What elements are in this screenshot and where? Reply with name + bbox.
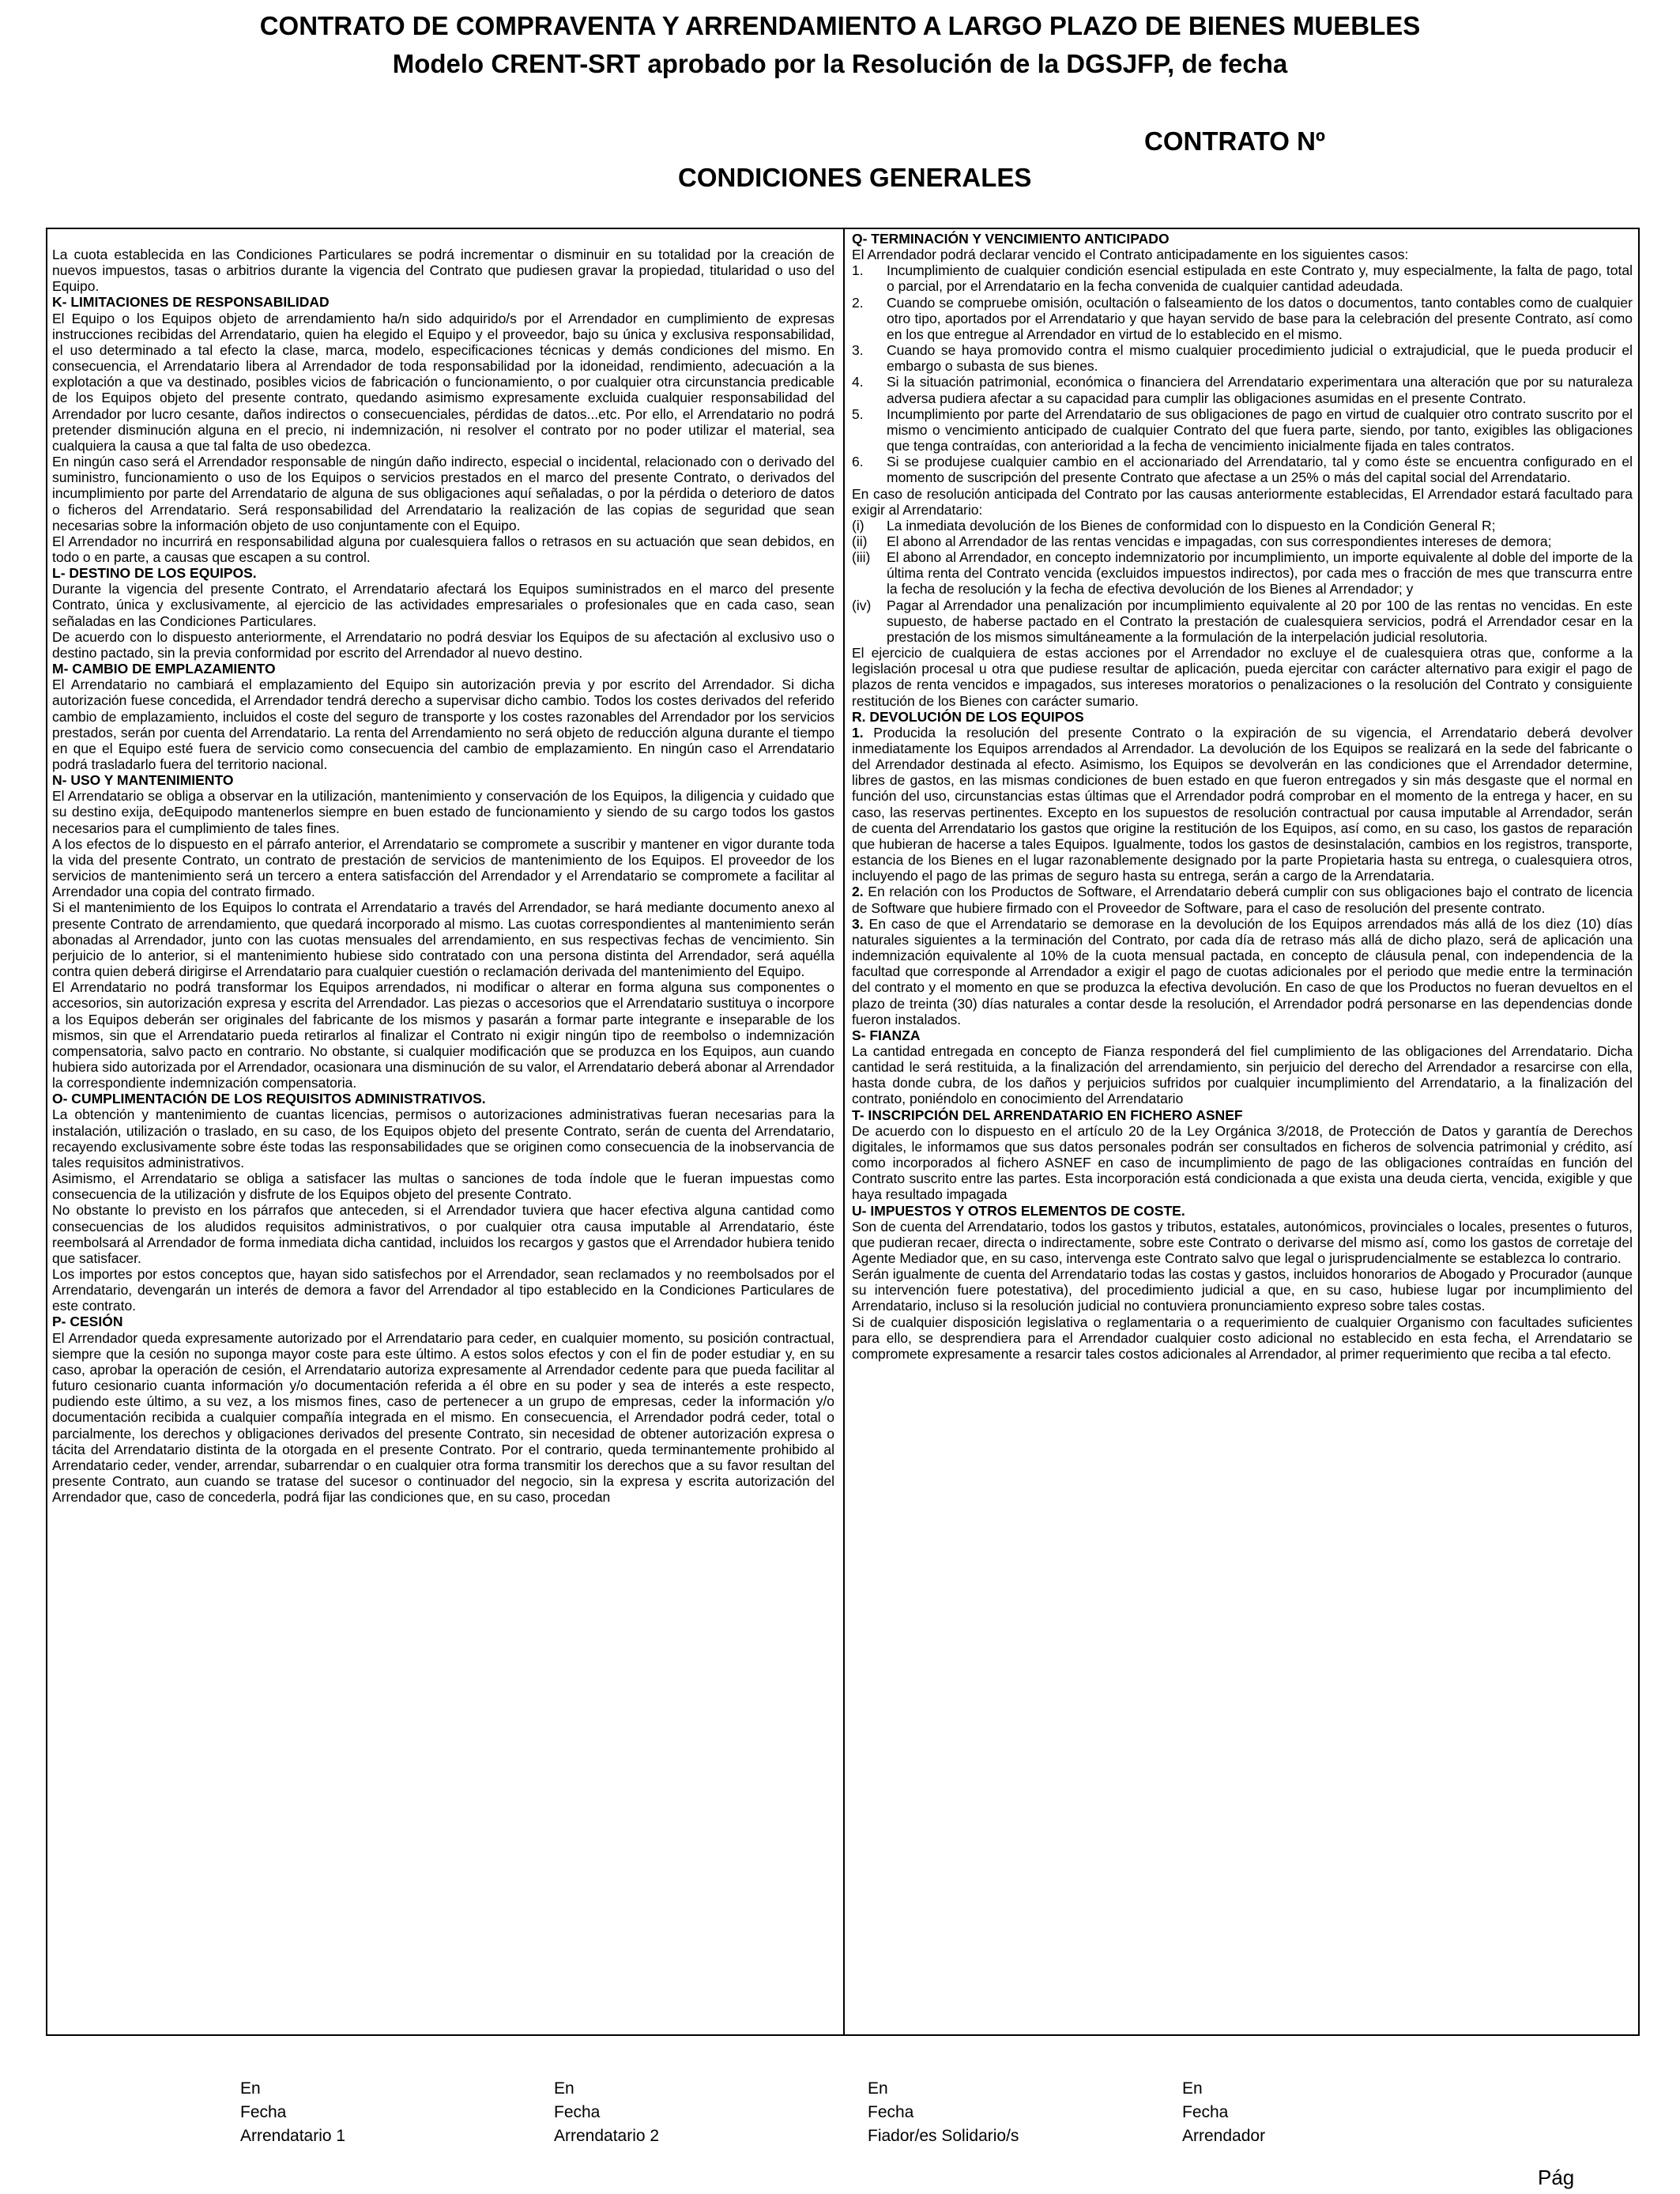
item-number: (i) xyxy=(852,517,864,533)
date-label: Fecha xyxy=(1182,2103,1229,2121)
date-label: Fecha xyxy=(554,2103,601,2121)
item-text: Incumplimiento de cualquier condición esencial estipulada en este Contrato y, muy especialmente, la falta de pago, total o parcial, por el Arrendatario en la fecha convenida de cualquier cantidad adeudada. xyxy=(887,262,1633,295)
clause-u-paragraph: Serán igualmente de cuenta del Arrendatario todas las costas y gastos, incluidos honorarios de Abogado y Procurador (aunque su intervención fuere potestativa), del procedimiento judicial a que, en su caso, hubiese lugar por incumplimiento del Arrendatario, incluso si la resolución judicial no contuviera pronunciamiento expreso sobre tales costas. xyxy=(852,1266,1633,1314)
clause-u-paragraph: Si de cualquier disposición legislativa o reglamentaria o a requerimiento de cualquier Organismo con facultades suficientes para ello, se desprendiera para el Arrendador cualquier costo adicional no establecido en esta fecha, el Arrendatario se compromete expresamente a resarcir tales costos adicionales al Arrendador, al primer requerimiento que reciba a tal efecto. xyxy=(852,1314,1633,1362)
document-title: CONTRATO DE COMPRAVENTA Y ARRENDAMIENTO A LARGO PLAZO DE BIENES MUEBLES xyxy=(259,11,1421,40)
clause-o-paragraph: No obstante lo previsto en los párrafos que anteceden, si el Arrendador tuviera que hacer efectiva alguna cantidad como consecuencias de los aludidos requisitos administrativos, o por cualquier otra causa imputable al Arrendatario, éste reembolsará al Arrendador de forma inmediata dicha cantidad, incluidos los recargos y gastos que el Arrendador hubiera tenido que satisfacer. xyxy=(52,1202,834,1266)
clause-o-paragraph: La obtención y mantenimiento de cuantas licencias, permisos o autorizaciones administrativas fueran necesarias para la instalación, utilización o traslado, en su caso, de los Equipos objeto del presente Contrato, serán de cuenta del Arrendatario, recayendo exclusivamente sobre éste todas las responsabilidades que se originen como consecuencia de la inobservancia de tales requisitos administrativos. xyxy=(52,1106,834,1171)
clause-u-heading: U- IMPUESTOS Y OTROS ELEMENTOS DE COSTE. xyxy=(852,1202,1185,1219)
paragraph-number: 1. xyxy=(852,724,864,741)
clause-k-paragraph: En ningún caso será el Arrendador responsable de ningún daño indirecto, especial o incidental, relacionado con o derivado del suministro, funcionamiento o uso de los Equipos o servicios prestados en el marco del presente Contrato, o derivados del incumplimiento por parte del Arrendatario de alguna de sus obligaciones aquí señaladas, o por la pérdida o deterioro de datos o ficheros del Arrendatario. Será responsabilidad del Arrendatario la realización de las copias de seguridad que sean necesarias sobre la información objeto de uso conjuntamente con el Equipo. xyxy=(52,454,834,533)
clause-s-paragraph: La cantidad entregada en concepto de Fianza responderá del fiel cumplimiento de las obligaciones del Arrendatario. Dicha cantidad le será restituida, a la finalización del arrendamiento, sin perjuicio del derecho del Arrendador a resarcirse con ella, hasta donde cubra, de los daños y perjuicios sufridos por cualquier incumplimiento del Arrendatario, a la finalización del contrato, poniéndolo en conocimiento del Arrendatario xyxy=(852,1042,1633,1107)
place-label: En xyxy=(868,2079,888,2098)
right-column xyxy=(852,231,1633,1362)
clause-k-heading: K- LIMITACIONES DE RESPONSABILIDAD xyxy=(52,294,330,311)
item-text: Pagar al Arrendador una penalización por incumplimiento equivalente al 20 por 100 de las rentas no vencidas. En este supuesto, de haberse pactado en el Contrato la prestación de cualesquiera servicios, podrá el Arrendador cesar en la prestación de los mismos simultáneamente a la formulación de la interpelación judicial resolutoria. xyxy=(887,597,1633,645)
paragraph-text: Producida la resolución del presente Contrato o la expiración de su vigencia, el Arrendatario deberá devolver inmediatamente los Equipos arrendados al Arrendador. La devolución de los Equipos se realizará en la sede del fabricante o del Arrendador destinada al efecto. Asimismo, los Equipos se devolverán en las condiciones que el Arrendador determine, libres de gastos, en las mismas condiciones de buen estado en que fueron entregados y sin más desgaste que el normal en función del uso, circunstancias estas últimas que el Arrendador podrá comprobar en el momento de la entrega y hacer, en su caso, las reservas pertinentes. Excepto en los supuestos de resolución contractual por causa imputable al Arrendador, serán de cuenta del Arrendatario los gastos que origine la restitución de los Equipos, así como, en su caso, los gastos de reparación que hubieran de hacerse a tales Equipos. Igualmente, todos los gastos de desinstalación, cambios en los registros, transporte, estancia de los Bienes en el lugar razonablemente designado por la parte Propietaria hasta su entrega, o cualesquiera otros, incluyendo el pago de las primas de seguro hasta su entrega, serán a cargo de la Arrendataria. xyxy=(852,724,1633,884)
list-item xyxy=(852,549,1633,597)
clause-o-paragraph: Los importes por estos conceptos que, hayan sido satisfechos por el Arrendador, sean reclamados y no reembolsados por el Arrendatario, devengarán un interés de demora a favor del Arrendador al tipo establecido en la Condiciones Particulares de este contrato. xyxy=(52,1266,834,1314)
paragraph-text: En caso de que el Arrendatario se demorase en la devolución de los Equipos arrendados más allá de los diez (10) días naturales siguientes a la terminación del Contrato, por cada día de retraso más allá de dicho plazo, será de aplicación una indemnización equivalente al 10% de la cuota mensual pactada, en concepto de cláusula penal, con independencia de la facultad que corresponde al Arrendador a exigir el pago de cuotas adicionales por el periodo que medie entre la terminación del contrato y el momento en que se produzca la efectiva devolución. En caso de que los Productos no fueran devueltos en el plazo de treinta (30) días naturales a contar desde la resolución, el Arrendador podrá personarse en las dependencias donde fueron instalados. xyxy=(852,915,1633,1027)
clause-o-paragraph: Asimismo, el Arrendatario se obliga a satisfacer las multas o sanciones de toda índole que le fueran impuestas como consecuencia de la utilización y disfrute de los Equipos objeto del presente Contrato. xyxy=(52,1171,834,1203)
clause-n-paragraph: Si el mantenimiento de los Equipos lo contrata el Arrendatario a través del Arrendador, se hará mediante documento anexo al presente Contrato de arrendamiento, que quedará incorporado al mismo. Las cuotas correspondientes al mantenimiento serán abonadas al Arrendador, junto con las cuotas mensuales del arrendamiento, en sus respectivas fechas de vencimiento. Sin perjuicio de lo anterior, si el mantenimiento hubiese sido contratado con una persona distinta del Arrendador, será aquélla contra quien deberá dirigirse el Arrendatario para cualquier cuestión o reclamación derivada del mantenimiento del Equipo. xyxy=(52,899,834,980)
clause-l-heading: L- DESTINO DE LOS EQUIPOS. xyxy=(52,565,257,582)
paragraph-number: 3. xyxy=(852,915,864,932)
contract-number-label: CONTRATO Nº xyxy=(1144,126,1325,156)
list-item xyxy=(852,598,1633,645)
clause-l-paragraph: De acuerdo con lo dispuesto anteriormente, el Arrendatario no podrá desviar los Equipos de su afectación al exclusivo uso o destino pactado, sin la previa conformidad por escrito del Arrendador al nuevo destino. xyxy=(52,628,834,661)
clause-q-paragraph: El ejercicio de cualquiera de estas acciones por el Arrendador no excluye el de cualesquiera otras que, conforme a la legislación procesal u otra que pudiese resultar de aplicación, pueda ejercitar con carácter alternativo para exigir el pago de plazos de renta vencidos e impagados, sus intereses moratorios o penalizaciones o la resolución del Contrato y consiguiente restitución de los Bienes con carácter sumario. xyxy=(852,645,1633,709)
clause-q-heading: Q- TERMINACIÓN Y VENCIMIENTO ANTICIPADO xyxy=(852,231,1170,247)
clause-l-paragraph: Durante la vigencia del presente Contrato, el Arrendatario afectará los Equipos suministrados en el marco del presente Contrato, única y exclusivamente, al ejercicio de las actividades empresariales o profesionales que en cada caso, sean señaladas en las Condiciones Particulares. xyxy=(52,581,834,629)
item-text: Incumplimiento por parte del Arrendatario de sus obligaciones de pago en virtud de cualquier otro contrato suscrito por el mismo o vencimiento anticipado de cualquier Contrato del que fuera parte, siendo, por tanto, exigibles las obligaciones que tenga contraídas, con anterioridad a la fecha de vencimiento inicialmente fijada en tales contratos. xyxy=(887,405,1633,454)
place-label: En xyxy=(1182,2079,1203,2098)
signature-block-arrendatario-1 xyxy=(240,2077,345,2148)
clause-n-paragraph: El Arrendatario no podrá transformar los Equipos arrendados, ni modificar o alterar en forma alguna sus componentes o accesorios, sin autorización expresa y escrita del Arrendador. Las piezas o accesorios que el Arrendatario sustituya o incorpore a los Equipos deberán ser originales del fabricante de los mismos y pasarán a formar parte integrante e inseparable de los mismos, sin que el Arrendatario pueda retirarlos al finalizar el Contrato ni exigir ningún tipo de reembolso o indemnización compensatoria, salvo pacto en contrario. No obstante, si cualquier modificación que se produzca en los Equipos, aun cuando hubiera sido autorizada por el Arrendador, ocasionara una disminución de su valor, el Arrendatario deberá abonar al Arrendador la correspondiente indemnización compensatoria. xyxy=(52,979,834,1091)
item-text: Si la situación patrimonial, económica o financiera del Arrendatario experimentara una alteración que por su naturaleza adversa pudiera afectar a su capacidad para cumplir las obligaciones asumidas en el presente Contrato. xyxy=(887,374,1633,406)
signature-block-arrendatario-2 xyxy=(554,2077,659,2148)
signer-label: Arrendatario 1 xyxy=(240,2127,346,2145)
clause-q-paragraph: En caso de resolución anticipada del Contrato por las causas anteriormente establecidas, El Arrendador estará facultado para exigir al Arrendatario: xyxy=(852,485,1633,518)
list-item xyxy=(852,533,1633,549)
item-text: El abono al Arrendador, en concepto indemnizatorio por incumplimiento, un importe equivalente al doble del importe de la última renta del Contrato vencida (excluidos impuestos indirectos), por cada mes o fracción de mes que transcurra entre la fecha de resolución y la fecha de efectiva devolución de los Bienes al Arrendador; y xyxy=(887,549,1633,598)
section-title: CONDICIONES GENERALES xyxy=(678,163,1032,192)
item-number: (ii) xyxy=(852,533,868,549)
item-text: El abono al Arrendador de las rentas vencidas e impagadas, con sus correspondientes intereses de demora; xyxy=(887,533,1552,549)
clause-n-paragraph: A los efectos de lo dispuesto en el párrafo anterior, el Arrendatario se compromete a suscribir y mantener en vigor durante toda la vida del presente Contrato, un contrato de prestación de servicios de mantenimiento de los Equipos. El proveedor de los servicios de mantenimiento será un tercero a entera satisfacción del Arrendador y el Arrendatario se compromete a facilitar al Arrendador una copia del contrato firmado. xyxy=(52,835,834,900)
clause-k-paragraph: El Equipo o los Equipos objeto de arrendamiento ha/n sido adquirido/s por el Arrendador en cumplimiento de expresas instrucciones recibidas del Arrendatario, quien ha elegido el Equipo y el proveedor, bajo su única y exclusiva responsabilidad, el uso determinado a tal efecto la clase, marca, modelo, especificaciones técnicas y demás condiciones del mismo. En consecuencia, el Arrendatario libera al Arrendador de toda responsabilidad por la idoneidad, rendimiento, adecuación a la explotación a que va destinado, posibles vicios de fabricación o funcionamiento, o por cualquier otra circunstancia predicable de los Equipos objeto del presente contrato, quedando asimismo expresamente excluida cualquier responsabilidad del Arrendador por lucro cesante, daños indirectos o consecuenciales, pérdidas de datos...etc. Por ello, el Arrendatario no podrá pretender disminución alguna en el precio, ni indemnización, ni resolver el contrato por no poder utilizar el material, sea cualquiera la causa a que tal falta de uso obedezca. xyxy=(52,310,834,454)
list-item xyxy=(852,518,1633,533)
item-text: Si se produjese cualquier cambio en el accionariado del Arrendatario, tal y como éste se encuentra configurado en el momento de suscripción del presente Contrato que afectase a un 25% o más del capital social del Arrendatario. xyxy=(887,454,1633,486)
list-item xyxy=(852,406,1633,454)
signer-label: Arrendador xyxy=(1182,2127,1266,2145)
intro-paragraph: La cuota establecida en las Condiciones Particulares se podrá incrementar o disminuir en su totalidad por la creación de nuevos impuestos, tasas o arbitrios durante la vigencia del Contrato que pudiesen gravar la propiedad, titularidad o uso del Equipo. xyxy=(52,247,834,295)
date-label: Fecha xyxy=(240,2103,287,2121)
item-text: La inmediata devolución de los Bienes de conformidad con lo dispuesto en la Condición General R; xyxy=(887,517,1496,533)
signer-label: Arrendatario 2 xyxy=(554,2127,660,2145)
item-number: (iii) xyxy=(852,549,871,566)
clause-r-paragraph xyxy=(852,884,1633,915)
clause-m-paragraph: El Arrendatario no cambiará el emplazamiento del Equipo sin autorización previa y por escrito del Arrendador. Si dicha autorización fuese concedida, el Arrendador tendrá derecho a supervisar dicho cambio. Todos los costes derivados del referido cambio de emplazamiento, incluidos el coste del seguro de transporte y los costes razonables del Arrendador por los servicios prestados, serán por cuenta del Arrendatario. La renta del Arrendamiento no será objeto de reducción alguna durante el tiempo en que el Equipo esté fuera de servicio como consecuencia del cambio de emplazamiento. En ningún caso el Arrendatario podrá trasladarlo fuera del territorio nacional. xyxy=(52,677,834,772)
item-number: 6. xyxy=(852,454,864,470)
clause-u-paragraph: Son de cuenta del Arrendatario, todos los gastos y tributos, estatales, autonómicos, provinciales o locales, presentes o futuros, que pudieran recaer, directa o indirectamente, sobre este Contrato o derivarse del mismo así, como los gastos de corretaje del Agente Mediador que, en su caso, intervenga este Contrato salvo que legal o jurisprudencialmente se establezca lo contrario. xyxy=(852,1218,1633,1266)
signature-block-fiador xyxy=(868,2077,1019,2148)
list-item xyxy=(852,295,1633,342)
place-label: En xyxy=(554,2079,574,2098)
clause-n-paragraph: El Arrendatario se obliga a observar en la utilización, mantenimiento y conservación de los Equipos, la diligencia y cuidado que su destino exija, deEquipodo mantenerlos siempre en buen estado de funcionamiento y siendo de su cargo todos los gastos necesarios para el cumplimiento de tales fines. xyxy=(52,788,834,836)
clause-r-paragraph xyxy=(852,916,1633,1027)
signer-label: Fiador/es Solidario/s xyxy=(868,2127,1019,2145)
clause-n-heading: N- USO Y MANTENIMIENTO xyxy=(52,772,234,789)
place-label: En xyxy=(240,2079,261,2098)
list-item xyxy=(852,262,1633,294)
clause-r-paragraph xyxy=(852,725,1633,884)
document-subtitle: Modelo CRENT-SRT aprobado por la Resolución de la DGSJFP, de fecha xyxy=(392,49,1288,78)
signature-block-arrendador xyxy=(1182,2077,1265,2148)
list-item xyxy=(852,374,1633,405)
paragraph-text: En relación con los Productos de Software, el Arrendatario deberá cumplir con sus obligaciones bajo el contrato de licencia de Software que hubiere firmado con el Proveedor de Software, para el caso de resolución del presente contrato. xyxy=(852,884,1633,916)
clause-s-heading: S- FIANZA xyxy=(852,1027,921,1043)
item-text: Cuando se compruebe omisión, ocultación o falseamiento de los datos o documentos, tanto contables como de cualquier otro tipo, aportados por el Arrendatario y que hayan servido de base para la celebración del presente Contrato, así como en los que entregue al Arrendador en virtud de lo establecido en el mismo. xyxy=(887,294,1633,342)
item-number: 4. xyxy=(852,374,864,390)
clause-o-heading: O- CUMPLIMENTACIÓN DE LOS REQUISITOS ADMINISTRATIVOS. xyxy=(52,1091,486,1107)
item-number: 1. xyxy=(852,262,864,279)
list-item xyxy=(852,342,1633,374)
clause-p-heading: P- CESIÓN xyxy=(52,1314,123,1330)
left-column xyxy=(52,231,834,1505)
clause-q-intro: El Arrendador podrá declarar vencido el Contrato anticipadamente en los siguientes casos: xyxy=(852,247,1409,263)
clause-t-paragraph: De acuerdo con lo dispuesto en el artículo 20 de la Ley Orgánica 3/2018, de Protección de Datos y garantía de Derechos digitales, le informamos que sus datos personales podrán ser consultados en ficheros de solvencia patrimonial y crédito, así como incorporados al fichero ASNEF en caso de incumplimiento de pago de las obligaciones contraídas en función del Contrato suscrito entre las partes. Esta incorporación está condicionada a que exista una deuda cierta, vencida, exigible y que haya resultado impagada xyxy=(852,1122,1633,1203)
clause-r-heading: R. DEVOLUCIÓN DE LOS EQUIPOS xyxy=(852,708,1084,725)
item-number: 5. xyxy=(852,405,864,422)
item-number: 3. xyxy=(852,342,864,359)
paragraph-number: 2. xyxy=(852,884,864,900)
clause-t-heading: T- INSCRIPCIÓN DEL ARRENDATARIO EN FICHERO ASNEF xyxy=(852,1106,1243,1123)
page-number-label: Pág xyxy=(1538,2166,1575,2189)
clause-p-paragraph: El Arrendador queda expresamente autorizado por el Arrendatario para ceder, en cualquier momento, su posición contractual, siempre que la cesión no suponga mayor coste para este último. A estos solos efectos y con el fin de poder estudiar y, en su caso, aprobar la operación de cesión, el Arrendatario autoriza expresamente al Arrendador cedente para que pueda facilitar al futuro cesionario cuanta información y/o documentación referida a él obre en su poder y sea de interés a este respecto, pudiendo este último, a su vez, a los mismos fines, caso de pertenecer a un grupo de empresas, ceder la información y/o documentación recibida a cualquier compañía integrada en el mismo. En consecuencia, el Arrendador podrá ceder, total o parcialmente, los derechos y obligaciones derivados del presente Contrato, sin necesidad de obtener autorización expresa o tácita del Arrendatario distinta de la otorgada en el presente Contrato. Por el contrario, queda terminantemente prohibido al Arrendatario ceder, vender, arrendar, subarrendar o en cualquier otra forma transmitir los derechos que a su favor resultan del presente Contrato, aun cuando se tratase del sucesor o continuador del negocio, sin la expresa y escrita autorización del Arrendador que, caso de concederla, podrá fijar las condiciones que, en su caso, procedan xyxy=(52,1329,834,1506)
clause-m-heading: M- CAMBIO DE EMPLAZAMIENTO xyxy=(52,661,276,677)
item-text: Cuando se haya promovido contra el mismo cualquier procedimiento judicial o extrajudicial, que le pueda producir el embargo o subasta de sus bienes. xyxy=(887,342,1633,375)
column-divider xyxy=(843,228,845,2036)
item-number: 2. xyxy=(852,294,864,311)
list-item xyxy=(852,454,1633,485)
clause-k-paragraph: El Arrendador no incurrirá en responsabilidad alguna por cualesquiera fallos o retrasos en su actuación que sean debidos, en todo o en parte, a causas que escapen a su control. xyxy=(52,533,834,565)
item-number: (iv) xyxy=(852,597,872,613)
date-label: Fecha xyxy=(868,2103,914,2121)
